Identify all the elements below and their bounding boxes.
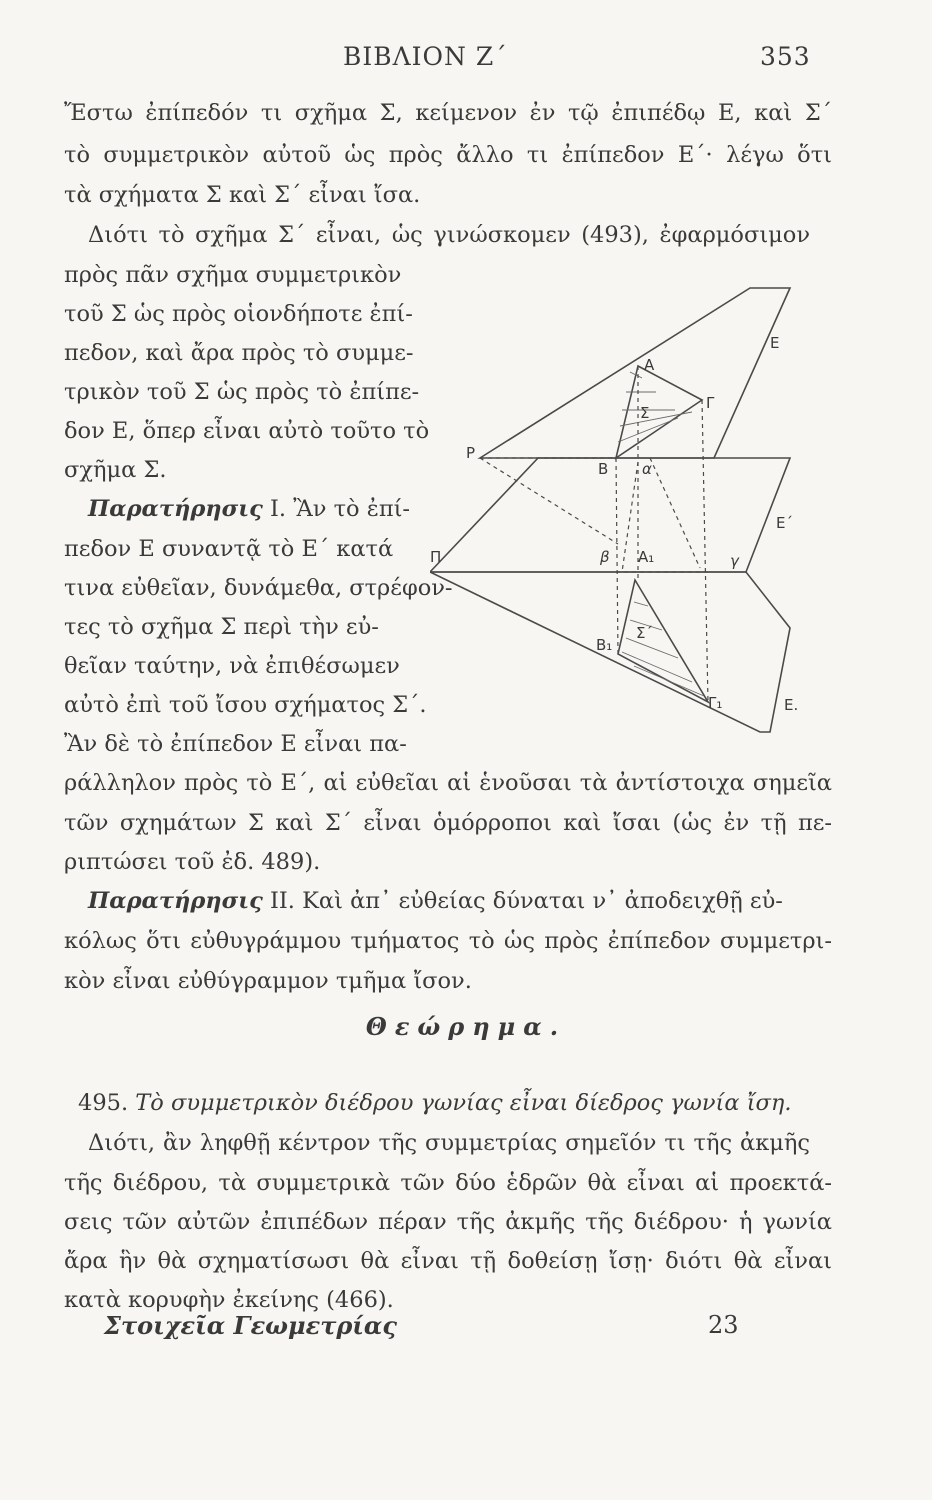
remark-1-number: Ι. bbox=[270, 496, 287, 522]
text-line: σεις τῶν αὐτῶν ἐπιπέδων πέραν τῆς ἀκμῆς τῆς διέδρου· ἡ γωνία bbox=[64, 1209, 832, 1235]
text-line: ράλληλον πρὸς τὸ Ε΄, αἱ εὐθεῖαι αἱ ἑνοῦσαι τὰ ἀντίστοιχα σημεῖα bbox=[64, 770, 832, 796]
label-p: Ρ bbox=[466, 444, 476, 462]
remark-2-first-line bbox=[88, 888, 783, 914]
triangle-sigma bbox=[616, 366, 702, 458]
text-line: κὸν εἶναι εὐθύγραμμον τμῆμα ἴσον. bbox=[64, 968, 472, 994]
label-gamma1: Γ₁ bbox=[708, 694, 723, 712]
theorem-statement-line bbox=[78, 1090, 792, 1116]
label-a: Α bbox=[644, 356, 655, 374]
theorem-statement: Τὸ συμμετρικὸν διέδρου γωνίας εἶναι δίεδρος γωνία ἴση. bbox=[135, 1090, 792, 1116]
remark-2-label: Παρατήρησις bbox=[88, 888, 263, 914]
label-e-prime: Ε΄ bbox=[776, 514, 793, 532]
text-line: σχῆμα Σ. bbox=[64, 457, 167, 483]
text-line: Διότι, ἂν ληφθῇ κέντρον τῆς συμμετρίας σημεῖόν τι τῆς ἀκμῆς bbox=[88, 1130, 810, 1156]
label-pi: Π bbox=[430, 548, 442, 566]
signature-mark: 23 bbox=[708, 1311, 739, 1339]
text-line: δον Ε, ὅπερ εἶναι αὐτὸ τοῦτο τὸ bbox=[64, 418, 430, 444]
text-line: τὰ σχήματα Σ καὶ Σ΄ εἶναι ἴσα. bbox=[64, 182, 421, 208]
label-alpha: α bbox=[642, 460, 652, 478]
text-line: τῆς διέδρου, τὰ συμμετρικὰ τῶν δύο ἑδρῶν θὰ εἶναι αἱ προεκτά- bbox=[64, 1170, 832, 1196]
text-line: τὸ συμμετρικὸν αὐτοῦ ὡς πρὸς ἄλλο τι ἐπίπεδον Ε΄· λέγω ὅτι bbox=[64, 142, 832, 168]
text-line: πεδον Ε συναντᾷ τὸ Ε΄ κατά bbox=[64, 536, 394, 562]
label-sigma: Σ bbox=[640, 404, 650, 422]
text-line: ἄρα ἣν θὰ σχηματίσωσι θὰ εἶναι τῇ δοθείσῃ ἴσῃ· διότι θὰ εἶναι bbox=[64, 1248, 832, 1274]
label-gamma-small: γ bbox=[730, 552, 739, 570]
remark-1-first-line bbox=[88, 496, 410, 522]
running-header: ΒΙΒΛΙΟΝ Ζ΄ bbox=[343, 42, 508, 71]
label-e-bottom: Ε. bbox=[784, 696, 799, 714]
text-line: Ἂν τὸ ἐπί- bbox=[293, 496, 411, 522]
page-number: 353 bbox=[760, 42, 811, 71]
text-line: Διότι τὸ σχῆμα Σ΄ εἶναι, ὡς γινώσκομεν (493), ἐφαρμόσιμον bbox=[88, 222, 810, 248]
remark-2-number: ΙΙ. bbox=[270, 888, 295, 914]
label-b: Β bbox=[598, 460, 609, 478]
text-line: πρὸς πᾶν σχῆμα συμμετρικὸν bbox=[64, 262, 402, 288]
theorem-number: 495. bbox=[78, 1090, 129, 1116]
label-b1: Β₁ bbox=[596, 636, 613, 654]
text-line: Ἂν δὲ τὸ ἐπίπεδον Ε εἶναι πα- bbox=[64, 731, 407, 757]
text-line: κόλως ὅτι εὐθυγράμμου τμήματος τὸ ὡς πρὸς ἐπίπεδον συμμετρι- bbox=[64, 928, 832, 954]
geometry-figure bbox=[430, 262, 810, 748]
text-line: κατὰ κορυφὴν ἐκείνης (466). bbox=[64, 1287, 394, 1313]
text-line: τρικὸν τοῦ Σ ὡς πρὸς τὸ ἐπίπε- bbox=[64, 379, 420, 405]
plane-e bbox=[480, 288, 790, 458]
text-line: τες τὸ σχῆμα Σ περὶ τὴν εὐ- bbox=[64, 614, 379, 640]
text-line: αὐτὸ ἐπὶ τοῦ ἴσου σχήματος Σ΄. bbox=[64, 692, 427, 718]
label-a1: Α₁ bbox=[638, 548, 655, 566]
text-line: πεδον, καὶ ἄρα πρὸς τὸ συμμε- bbox=[64, 340, 414, 366]
triangle-sigma-prime bbox=[618, 580, 708, 702]
text-line: ριπτώσει τοῦ ἐδ. 489). bbox=[64, 849, 321, 875]
text-line: θεῖαν ταύτην, νὰ ἐπιθέσωμεν bbox=[64, 653, 400, 679]
text-line: τοῦ Σ ὡς πρὸς οἱονδήποτε ἐπί- bbox=[64, 301, 413, 327]
text-line: τινα εὐθεῖαν, δυνάμεθα, στρέφον- bbox=[64, 575, 453, 601]
text-line: τῶν σχημάτων Σ καὶ Σ΄ εἶναι ὁμόρροποι καὶ ἴσαι (ὡς ἐν τῇ πε- bbox=[64, 810, 832, 836]
label-gamma: Γ bbox=[706, 394, 715, 412]
text-line: Καὶ ἀπ᾿ εὐθείας δύναται ν᾿ ἀποδειχθῇ εὐ- bbox=[302, 888, 783, 914]
label-sigma-prime: Σ΄ bbox=[636, 624, 653, 642]
label-e-top: Ε bbox=[770, 334, 780, 352]
book-title-footer: Στοιχεῖα Γεωμετρίας bbox=[104, 1311, 397, 1340]
label-beta: β bbox=[600, 548, 610, 566]
theorem-heading: Θεώρημα. bbox=[365, 1012, 567, 1041]
text-line: Ἔστω ἐπίπεδόν τι σχῆμα Σ, κείμενον ἐν τῷ ἐπιπέδῳ Ε, καὶ Σ΄ bbox=[64, 100, 832, 126]
remark-1-label: Παρατήρησις bbox=[88, 496, 263, 522]
